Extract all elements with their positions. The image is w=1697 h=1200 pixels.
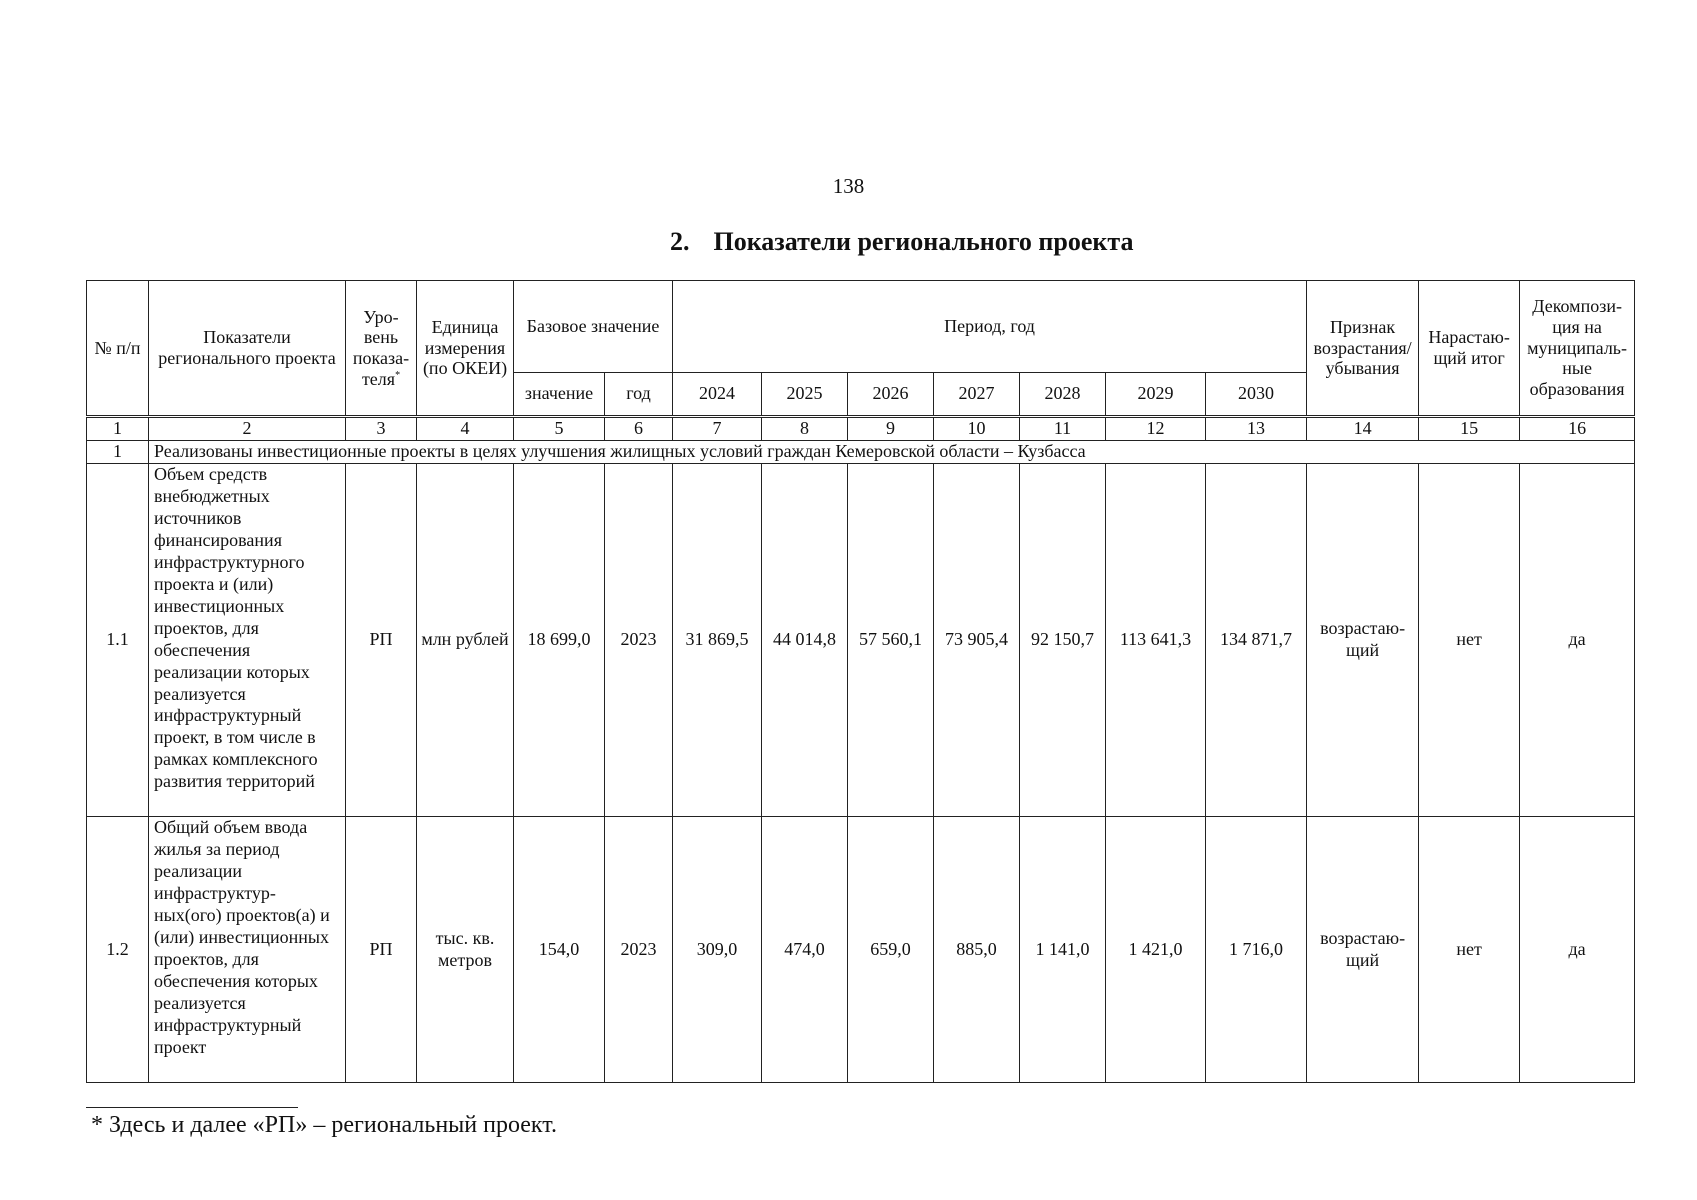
row-base-year: 2023: [605, 464, 673, 817]
indicators-table: [86, 280, 1635, 1083]
row-decomposition: да: [1520, 464, 1635, 817]
row-year-value: 44 014,8: [762, 464, 848, 817]
row-indicator-name: Общий объем ввода жилья за период реализации инфраструктур-ных(ого) проектов(а) и (или) инвестиционных проектов, для обеспечения которых реализуется инфраструктурный проект: [149, 817, 346, 1083]
row-base-value: 18 699,0: [514, 464, 605, 817]
header-year: 2024: [673, 373, 762, 417]
row-cumulative: нет: [1419, 464, 1520, 817]
row-unit: тыс. кв. метров: [417, 817, 514, 1083]
header-number: № п/п: [87, 281, 149, 417]
column-number: 14: [1307, 417, 1419, 441]
header-decomposition: Декомпози-ция на муниципаль-ные образования: [1520, 281, 1635, 417]
row-year-value: 113 641,3: [1106, 464, 1206, 817]
group-number: 1: [87, 441, 149, 464]
header-row-1: [87, 281, 1635, 373]
group-title: Реализованы инвестиционные проекты в целях улучшения жилищных условий граждан Кемеровской области – Кузбасса: [149, 441, 1635, 464]
column-number: 10: [934, 417, 1020, 441]
header-indicator: Показатели регионального проекта: [149, 281, 346, 417]
header-year: 2025: [762, 373, 848, 417]
header-period: Период, год: [673, 281, 1307, 373]
row-cumulative: нет: [1419, 817, 1520, 1083]
header-trend: Признак возрастания/ убывания: [1307, 281, 1419, 417]
row-number: 1.1: [87, 464, 149, 817]
section-title: [670, 227, 1134, 257]
column-number: 16: [1520, 417, 1635, 441]
footnote-divider: [86, 1107, 298, 1108]
row-year-value: 1 421,0: [1106, 817, 1206, 1083]
row-year-value: 1 141,0: [1020, 817, 1106, 1083]
header-unit: Единица измерения (по ОКЕИ): [417, 281, 514, 417]
row-level: РП: [346, 817, 417, 1083]
row-year-value: 885,0: [934, 817, 1020, 1083]
column-number: 8: [762, 417, 848, 441]
row-trend: возрастаю-щий: [1307, 464, 1419, 817]
table-row: [87, 817, 1635, 1083]
row-base-value: 154,0: [514, 817, 605, 1083]
row-year-value: 57 560,1: [848, 464, 934, 817]
header-year: 2029: [1106, 373, 1206, 417]
row-year-value: 92 150,7: [1020, 464, 1106, 817]
column-number: 7: [673, 417, 762, 441]
row-year-value: 474,0: [762, 817, 848, 1083]
section-title-text: Показатели регионального проекта: [713, 227, 1134, 256]
row-year-value: 134 871,7: [1206, 464, 1307, 817]
header-level-text: Уро-вень показа-теля: [352, 306, 410, 389]
column-number: 1: [87, 417, 149, 441]
column-number-row: [87, 417, 1635, 441]
column-number: 3: [346, 417, 417, 441]
column-number: 5: [514, 417, 605, 441]
row-year-value: 309,0: [673, 817, 762, 1083]
row-level: РП: [346, 464, 417, 817]
row-year-value: 1 716,0: [1206, 817, 1307, 1083]
column-number: 12: [1106, 417, 1206, 441]
header-base: Базовое значение: [514, 281, 673, 373]
column-number: 15: [1419, 417, 1520, 441]
page-number: 138: [832, 174, 865, 198]
column-number: 9: [848, 417, 934, 441]
row-year-value: 659,0: [848, 817, 934, 1083]
header-base-year: год: [605, 373, 673, 417]
column-number: 2: [149, 417, 346, 441]
header-base-value: значение: [514, 373, 605, 417]
row-decomposition: да: [1520, 817, 1635, 1083]
row-base-year: 2023: [605, 817, 673, 1083]
header-year: 2026: [848, 373, 934, 417]
row-number: 1.2: [87, 817, 149, 1083]
header-level-footnote-mark: *: [395, 369, 401, 381]
section-number: 2.: [670, 227, 690, 256]
column-number: 13: [1206, 417, 1307, 441]
row-year-value: 73 905,4: [934, 464, 1020, 817]
header-year: 2027: [934, 373, 1020, 417]
header-year: 2030: [1206, 373, 1307, 417]
row-trend: возрастаю-щий: [1307, 817, 1419, 1083]
column-number: 6: [605, 417, 673, 441]
table-row: [87, 464, 1635, 817]
row-year-value: 31 869,5: [673, 464, 762, 817]
column-number: 11: [1020, 417, 1106, 441]
header-year: 2028: [1020, 373, 1106, 417]
footnote: * Здесь и далее «РП» – региональный проект.: [91, 1112, 557, 1138]
column-number: 4: [417, 417, 514, 441]
row-unit: млн рублей: [417, 464, 514, 817]
group-row: [87, 441, 1635, 464]
header-level: [346, 281, 417, 417]
row-indicator-name: Объем средств внебюджетных источников финансирования инфраструктурного проекта и (или) инвестиционных проектов, для обеспечения реализации которых реализуется инфраструктурный проект, в том числе в рамках комплексного развития территорий: [149, 464, 346, 817]
header-cumulative: Нарастаю-щий итог: [1419, 281, 1520, 417]
